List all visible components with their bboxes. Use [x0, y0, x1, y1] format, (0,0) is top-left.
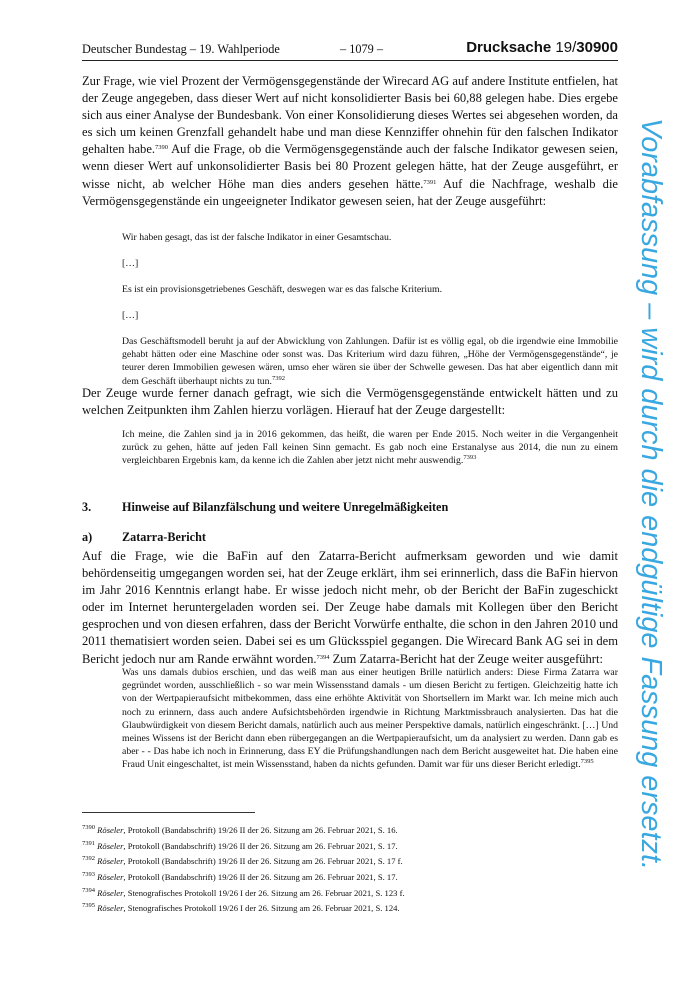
footnote-number: 7394: [82, 887, 95, 894]
paragraph-zatarra: [82, 548, 618, 668]
footnote-number: 7393: [82, 871, 95, 878]
quote-block: [122, 666, 618, 772]
paragraph-text: Zum Zatarra-Bericht hat der Zeuge weiter ausgeführt:: [329, 651, 603, 666]
header-doc-num-b: 30900: [576, 39, 618, 56]
footnote-author: Röseler: [97, 841, 124, 851]
footnote-separator: [82, 812, 255, 813]
footnote-text: , Stenografisches Protokoll 19/26 I der 26. Sitzung am 26. Februar 2021, S. 123 f.: [123, 888, 405, 898]
section-number: 3.: [82, 500, 92, 514]
paragraph-intro: [82, 73, 618, 210]
page-header: [82, 40, 618, 61]
footnote-author: Röseler: [97, 888, 124, 898]
footnote-number: 7390: [82, 824, 95, 831]
footnote-number: 7391: [82, 840, 95, 847]
quote-text: Das Geschäftsmodell beruht ja auf der Abwicklung von Zahlungen. Dafür ist es völlig egal, ob die irgendwie eine Immobilie gehabt hätten oder eine Maschine oder sonst was. Das Kriterium wird dazu führen, „Höhe der Vermögensgegenstände“, je teurer deren Immobilien gewesen wären, umso eher wären sie über der Schwelle gewesen. Das hat aber eigentlich dann mit dem Geschäft überhaupt nichts zu tun.: [122, 336, 618, 387]
watermark-text: Vorabfassung – wird durch die endgültige Fassung ersetzt.: [635, 118, 667, 873]
quote-ellipsis: […]: [122, 310, 139, 321]
header-document-id: [466, 39, 618, 56]
footnote: [82, 888, 622, 899]
section-title: Hinweise auf Bilanzfälschung und weitere Unregelmäßigkeiten: [122, 500, 449, 514]
footnote-ref: 7394: [316, 653, 330, 661]
footnote-author: Röseler: [97, 825, 124, 835]
quote-line: Es ist ein provisionsgetriebenes Geschäft, deswegen war es das falsche Kriterium.: [122, 284, 443, 295]
footnote-ref: 7392: [272, 374, 285, 382]
footnote-author: Röseler: [97, 872, 124, 882]
footnote: [82, 872, 622, 883]
footnote-ref: 7390: [155, 144, 169, 152]
footnote-number: 7395: [82, 902, 95, 909]
subsection-heading: [82, 530, 206, 545]
header-parliament: Deutscher Bundestag – 19. Wahlperiode: [82, 42, 280, 56]
footnote: [82, 841, 622, 852]
header-page-number: – 1079 –: [340, 42, 384, 56]
header-doc-label: Drucksache: [466, 39, 552, 56]
footnote: [82, 856, 622, 867]
quote-block: [122, 428, 618, 468]
footnote-text: , Protokoll (Bandabschrift) 19/26 II der 26. Sitzung am 26. Februar 2021, S. 16.: [123, 825, 398, 835]
draft-watermark: [624, 118, 686, 874]
quote-text: Ich meine, die Zahlen sind ja in 2016 gekommen, das heißt, die waren per Ende 2015. Noch weiter in die Vergangenheit zurück zu gehen, hätte auf jeden Fall keinen Sinn gemacht. Es gab noch eine Erstanalyse aus 2014, die nun zu einem vergleichbaren Ergebnis kam, da kenne ich die Zahlen aber jetzt nicht mehr auswendig.: [122, 429, 618, 467]
quote-line: Wir haben gesagt, das ist der falsche Indikator in einer Gesamtschau.: [122, 232, 392, 243]
paragraph-development: Der Zeuge wurde ferner danach gefragt, wie sich die Vermögensgegenstände entwickelt hätten und zu welchen Zeitpunkten ihm Zahlen hierzu vorlägen. Hierauf hat der Zeuge dargestellt:: [82, 386, 618, 418]
footnote-text: , Stenografisches Protokoll 19/26 I der 26. Sitzung am 26. Februar 2021, S. 124.: [123, 903, 400, 913]
footnote: [82, 825, 622, 836]
paragraph-text: Auf die Frage, ob die Vermögensgegenstände auch der falsche Indikator gewesen seien, wenn dieser Wert auf unkonsolidierter Basis bei 80 Prozent gelegen hätte, hat der Zeuge ausgeführt, er wisse nicht, ab welcher Höhe man dies anders gesehen hätte.: [82, 142, 618, 191]
quote-ellipsis: […]: [122, 258, 139, 269]
quote-text: Was uns damals dubios erschien, und das weiß man aus einer heutigen Brille natürlich anders: Diese Firma Zatarra war gegründet worden, ausschließlich - so war mein Wissensstand damals - um diesen Bericht zu fertigen. Gleichzeitig hatte ich von der Wertpapieraufsicht mitbekommen, dass eine erhöhte Aktivität von Shortsellern im Markt war. Ich meine mich auch noch zu erinnern, dass auch andere Aufsichtsbehörden irgendwie in Richtung Marktmissbrauch analysierten. Das hat die Glaubwürdigkeit von diesem Bericht damals, natürlich auch aus meiner Perspektive damals, natürlich eingeschränkt. […] Und meines Wissens ist der Bericht dann eben rübergegangen an die Wertpapieraufsicht, um da analysiert zu werden. Dann gab es aber - - Das habe ich noch in Erinnerung, dass EY die Prüfungshandlungen nach dem Bericht ausgeweitet hat. Die haben eine Fraud Unit eingeschaltet, ist mein Wissensstand, haben da nichts gefunden. Damit war für uns dieser Bericht erledigt.: [122, 667, 618, 771]
watermark-svg: [624, 118, 686, 874]
footnote-ref: 7395: [580, 758, 594, 766]
footnote-author: Röseler: [97, 903, 124, 913]
quote-block: [122, 335, 618, 388]
paragraph-text: Auf die Frage, wie die BaFin auf den Zatarra-Bericht aufmerksam geworden und wie damit behördenseitig umgegangen worden sei, hat der Zeuge erklärt, ihm sei erinnerlich, dass die BaFin hiervon im Jahr 2016 Kenntnis erlangt habe. Er wisse jedoch nicht mehr, ob der Bericht der BaFin zugeschickt oder im Internet heruntergeladen worden sei. Der Zeuge habe damals mit Kollegen über den Bericht gesprochen und von diesen erfahren, dass der Bericht Vorwürfe enthalte, die schon in den Jahren 2010 und 2011 thematisiert worden seien. Dabei sei es um Glücksspiel gegangen. Die Wirecard Bank AG sei in dem Bericht jedoch nur am Rande erwähnt worden.: [82, 549, 618, 666]
header-doc-num-a: 19/: [555, 39, 577, 56]
footnote-text: , Protokoll (Bandabschrift) 19/26 II der 26. Sitzung am 26. Februar 2021, S. 17.: [123, 841, 398, 851]
footnote-author: Röseler: [97, 856, 124, 866]
subsection-number: a): [82, 530, 93, 544]
footnote-ref: 7393: [463, 454, 477, 462]
paragraph-text: Zur Frage, wie viel Prozent der Vermögensgegenstände der Wirecard AG auf andere Institute entfielen, hat der Zeuge angegeben, dass dieser Wert auf nicht konsolidierter Basis bei 60,88 gelegen habe. Dies ergebe sich aus einer Analyse der Bundesbank. Von einer Konsolidierung dieses Wertes sei abgesehen worden, da es sich um keinen Grenzfall gehandelt habe und man diese Kennziffer ohnehin für den falschen Indikator gehalten habe.: [82, 74, 618, 157]
paragraph-text: Auf die Nachfrage, weshalb die Vermögensgegenstände ein ungeeigneter Indikator gewesen seien, hat der Zeuge ausgeführt:: [82, 176, 618, 208]
footnote-ref: 7391: [423, 178, 437, 186]
subsection-title: Zatarra-Bericht: [122, 530, 206, 544]
footnote-text: , Protokoll (Bandabschrift) 19/26 II der 26. Sitzung am 26. Februar 2021, S. 17.: [123, 872, 398, 882]
footnote: [82, 903, 622, 914]
footnote-text: , Protokoll (Bandabschrift) 19/26 II der 26. Sitzung am 26. Februar 2021, S. 17 f.: [123, 856, 403, 866]
section-heading: [82, 500, 448, 515]
footnote-number: 7392: [82, 855, 95, 862]
